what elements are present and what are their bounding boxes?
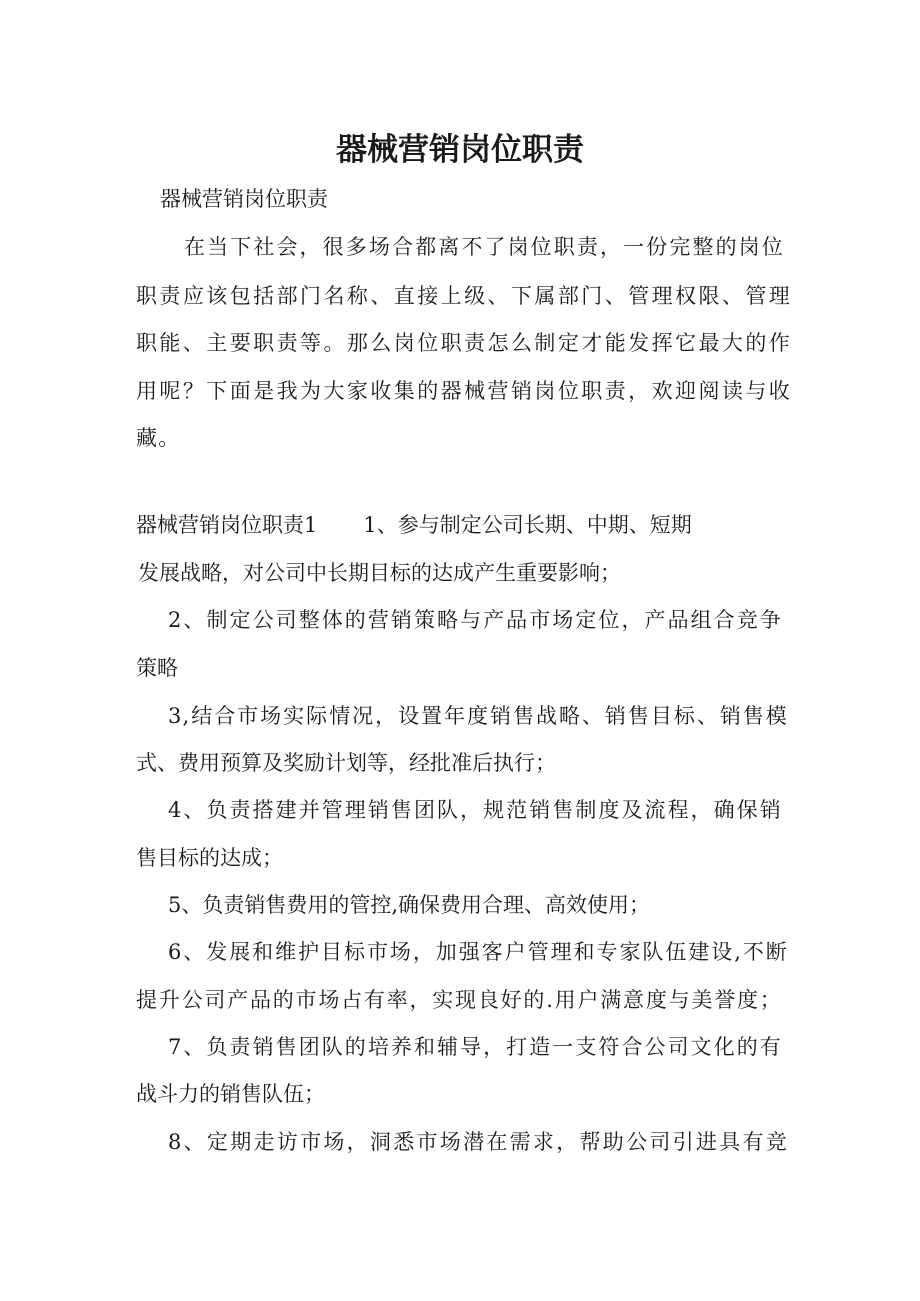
- body-line-11: 7、负责销售团队的培养和辅导，打造一支符合公司文化的有: [168, 1035, 782, 1059]
- intro-line-1: 在当下社会，很多场合都离不了岗位职责，一份完整的岗位: [184, 235, 784, 259]
- intro-line-4: 用呢？下面是我为大家收集的器械营销岗位职责，欢迎阅读与收: [136, 379, 791, 403]
- body-line-6: 4、负责搭建并管理销售团队，规范销售制度及流程，确保销: [168, 798, 782, 822]
- section-heading-row: [136, 512, 692, 538]
- body-line-1: 发展战略，对公司中长期目标的达成产生重要影响；: [138, 561, 621, 585]
- body-line-5: 式、费用预算及奖励计划等，经批准后执行；: [136, 751, 556, 775]
- body-line-9: 6、发展和维护目标市场，加强客户管理和专家队伍建设,不断: [168, 940, 788, 964]
- body-line-4: 3,结合市场实际情况，设置年度销售战略、销售目标、销售模: [168, 704, 788, 728]
- body-line-12: 战斗力的销售队伍；: [136, 1082, 325, 1106]
- intro-line-2: 职责应该包括部门名称、直接上级、下属部门、管理权限、管理: [136, 284, 791, 308]
- body-line-7: 售目标的达成；: [136, 846, 283, 870]
- body-line-10: 提升公司产品的市场占有率，实现良好的.用户满意度与美誉度；: [136, 988, 782, 1012]
- section-heading: 器械营销岗位职责1: [136, 513, 318, 537]
- item-1-lead: 1、参与制定公司长期、中期、短期: [363, 513, 692, 537]
- page-title: 器械营销岗位职责: [336, 132, 584, 168]
- body-line-8: 5、负责销售费用的管控,确保费用合理、高效使用；: [168, 893, 651, 917]
- document-subtitle: 器械营销岗位职责: [160, 187, 328, 211]
- intro-line-3: 职能、主要职责等。那么岗位职责怎么制定才能发挥它最大的作: [136, 331, 791, 355]
- body-line-13: 8、定期走访市场，洞悉市场潜在需求，帮助公司引进具有竞: [168, 1130, 788, 1154]
- body-line-3: 策略: [136, 656, 178, 680]
- body-line-2: 2、制定公司整体的营销策略与产品市场定位，产品组合竞争: [168, 608, 782, 632]
- intro-line-5: 藏。: [136, 426, 181, 450]
